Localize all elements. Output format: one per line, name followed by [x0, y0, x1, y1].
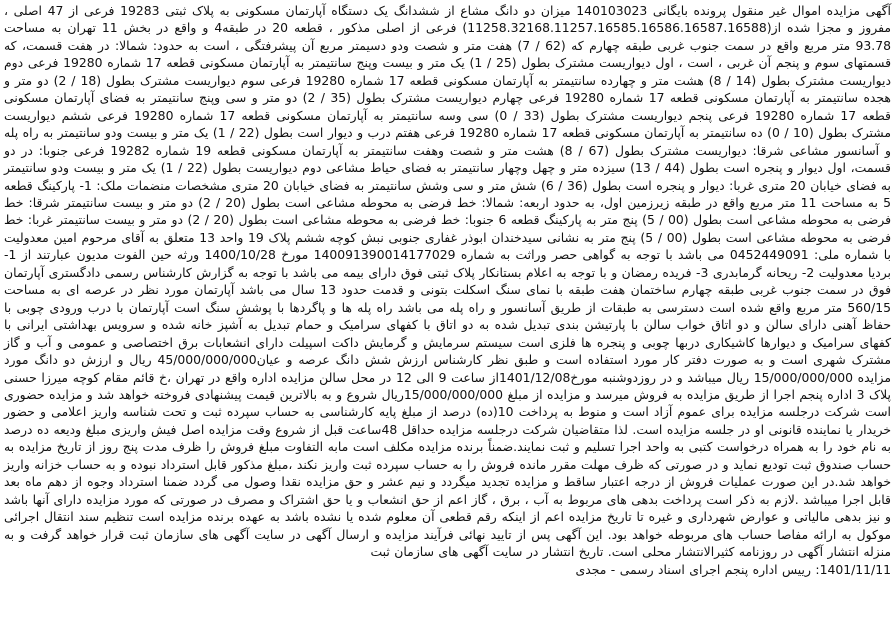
notice-body-text: آگهی مزایده اموال غیر منقول پرونده بایگانی 140103023 میزان دو دانگ مشاع از ششدانگ یک دستگاه آپارتمان مسکونی به پلاک ثبتی 19283 فرعی از 47 اصلی ، مفروز و مجزا شده از(11258.32168.11257.16585.16586.16587.16588) فرعی از اصلی مذکور ، قطعه 20 در طبقه4 و واقع در بخش 11 تهران به مساحت 93.78 متر مربع واقع در سمت جنوب غربی طبقه چهارم که (62 / 7) هفت متر و شصت ودو دسیمتر مربع آن پیشرفتگی ، است به حدود: شمالا: در هفت قسمت، که قسمتهای سوم و پنجم آن غربی ، است ، اول دیواریست مشترک بطول (25 / 1) یک متر و بیست وپنج سانتیمتر به آپارتمان مسکونی قطعه 17 شماره 19280 فرعی دوم دیواریست مشترک بطول (14 / 8) هشت متر و چهارده سانتیمتر به آپارتمان مسکونی قطعه 17 شماره 19280 فرعی سوم دیواریست مشترک بطول (18 / 2) دو متر و هجده سانتیمتر به آپارتمان مسکونی قطعه 17 شماره 19280 فرعی چهارم دیواریست مشترک بطول (35 / 2) دو متر و سی وپنج سانتیمتر به فضای آپارتمان مسکونی قطعه 17 شماره 19280 فرعی پنجم دیواریست مشترک بطول (33 / 0) سی وسه سانتیمتر به آپارتمان مسکونی قطعه 17 شماره 19280 فرعی ششم دیواریست مشترک بطول (10 / 0) ده سانتیمتر به آپارتمان مسکونی قطعه 17 شماره 19280 فرعی هفتم درب و دیوار است بطول (22 / 1) یک متر و بیست ودو سانتیمتر به راه پله و آسانسور مشاعی شرقا: دیواریست مشترک بطول (67 / 8) هشت متر و شصت وهفت سانتیمتر به آپارتمان مسکونی قطعه 19 شماره 19282 فرعی جنوبا: در دو قسمت، اول دیوار و پنجره است بطول (44 / 13) سیزده متر و چهل وچهار سانتیمتر به فضای حیاط مشاعی دوم دیواریست بطول (22 / 1) یک متر و بیست ودو سانتیمتر به فضای خیابان 20 متری غربا: دیوار و پنجره است بطول (36 / 6) شش متر و سی وشش سانتیمتر به فضای خیابان 20 متری مشخصات منضمات ملک: 1- پارکینگ قطعه 5 به مساحت 11 متر مربع واقع در طبقه زیرزمین اول، به حدود اربعه: شمالا: خط فرضی به محوطه مشاعی است بطول (20 / 2) دو متر و بیست سانتیمتر شرقا: خط فرضی به محوطه مشاعی است بطول (00 / 5) پنج متر به پارکینگ قطعه 6 جنوبا: خط فرضی به محوطه مشاعی است بطول (20 / 2) دو متر و بیست سانتیمتر غربا: خط فرضی به محوطه مشاعی است بطول (00 / 5) پنج متر به نشانی سیدخندان ابوذر غفاری جنوبی نبش کوچه ششم پلاک 19 واحد 13 متعلق به آقای مرحوم امین معدولیت با شماره ملی: 0452449091 می باشد با توجه به گواهی حصر وراثت به شماره 140091390014177029 مورخ 1400/10/28 ورثه حین الفوت مدیون عبارتند از 1-بردیا معدولیت 2- ریحانه گرمابدری 3- فریده رمضان و با توجه به اعلام بستانکار پلاک ثبتی فوق دارای بیمه می باشد با توجه به گزارش کارشناس رسمی دادگستری آپارتمان فوق در سمت جنوب غربی طبقه چهارم ساختمان هفت طبقه با نمای سنگ اسکلت بتونی و قدمت حدود 13 سال می باشد آپارتمان مورد نظر در عرصه ای به مساحت 560/15 متر مربع واقع شده است دسترسی به طبقات از طریق آسانسور و راه پله می باشد راه پله ها و پاگردها با پوشش سنگ است آپارتمان با درب ورودی چوبی با حفاظ آهنی دارای سالن و دو اتاق خواب سالن با پارتیشن بندی تبدیل شده به دو اتاق با کفهای سرامیک و حمام تبدیل به آشپز خانه شده و سرویس بهداشتی ایرانی با کفهای سرامیک و دیوارها کاشیکاری دربها چوبی و پنجره ها فلزی است سیستم سرمایش و گرمایش داکت اسپیلت دارای انشعابات برق اختصاصی و عمومی و آب و گاز مشترک شهری است و به صورت دفتر کار مورد استفاده است و طبق نظر کارشناس ارزش شش دانگ عرصه و عیان45/000/000/000 ریال و ارزش دو دانگ مورد مزایده 15/000/000/000 ریال میباشد و در روزدوشنبه مورخ1401/12/08از ساعت 9 الی 12 در محل سالن مزایده اداره واقع در تهران ،خ قائم مقام کوچه میرزا حسنی پلاک 3 اداره پنجم اجرا از طریق مزایده به فروش میرسد و مزایده از مبلغ 15/000/000/000ریال شروع و به بالاترین قیمت پیشنهادی فروخته خواهد شد و مزایده حضوری است شرکت درجلسه مزایده برای عموم آزاد است و منوط به پرداخت 10(ده) درصد از مبلغ پایه کارشناسی به حساب سپرده ثبت و تحت شناسه واریز اعلامی و حضور خریدار یا نماینده قانونی او در جلسه مزایده است. لذا متقاضیان شرکت درجلسه مزایده حداقل 48ساعت قبل از شروع وقت مزایده اصل فیش واریزی مبلغ ودیعه ده درصد به نام خود را به همراه درخواست کتبی به واحد اجرا تسلیم و ثبت نمایند.ضمناً برنده مزایده مکلف است مابه التفاوت مبلغ فروش را ظرف مدت پنج روز از تاریخ مزایده به حساب صندوق ثبت تودیع نماید و در صورتی که ظرف مهلت مقرر مانده فروش را به حساب سپرده ثبت واریز نکند ،مبلغ مذکور قابل استرداد نبوده و به حساب خزانه واریز خواهد شد.در این صورت عملیات فروش از درجه اعتبار ساقط و مزایده تجدید میگردد و نیم عشر و حق مزایده نقدا وصول می گردد ضمنا استرداد وجوه از دهم ماه بعد قابل اجرا میباشد .لازم به ذکر است پرداخت بدهی های مربوط به آب ، برق ، گاز اعم از حق انشعاب و یا حق اشتراک و مصرف در صورتی که مورد مزایده دارای آنها باشد و نیز بدهی مالیاتی و عوارض شهرداری و غیره تا تاریخ مزایده اعم از اینکه رقم قطعی آن معلوم شده یا نشده باشد به عهده برنده مزایده است تنظیم سند انتقال اجرائی موکول به ارائه مفاصا حساب های مربوطه خواهد بود. این آگهی پس از تایید نهائی فرآیند مزایده و ارسال آگهی در سایت آگهی های سازمان ثبت قرار خواهد گرفت و به منزله انتشار آگهی در روزنامه کثیرالانتشار محلی است. تاریخ انتشار در سایت آگهی های سازمان ثبت [4, 3, 892, 560]
notice-signature-line: 1401/11/11: رییس اداره پنجم اجرای اسناد رسمی - مجدی [575, 561, 891, 577]
